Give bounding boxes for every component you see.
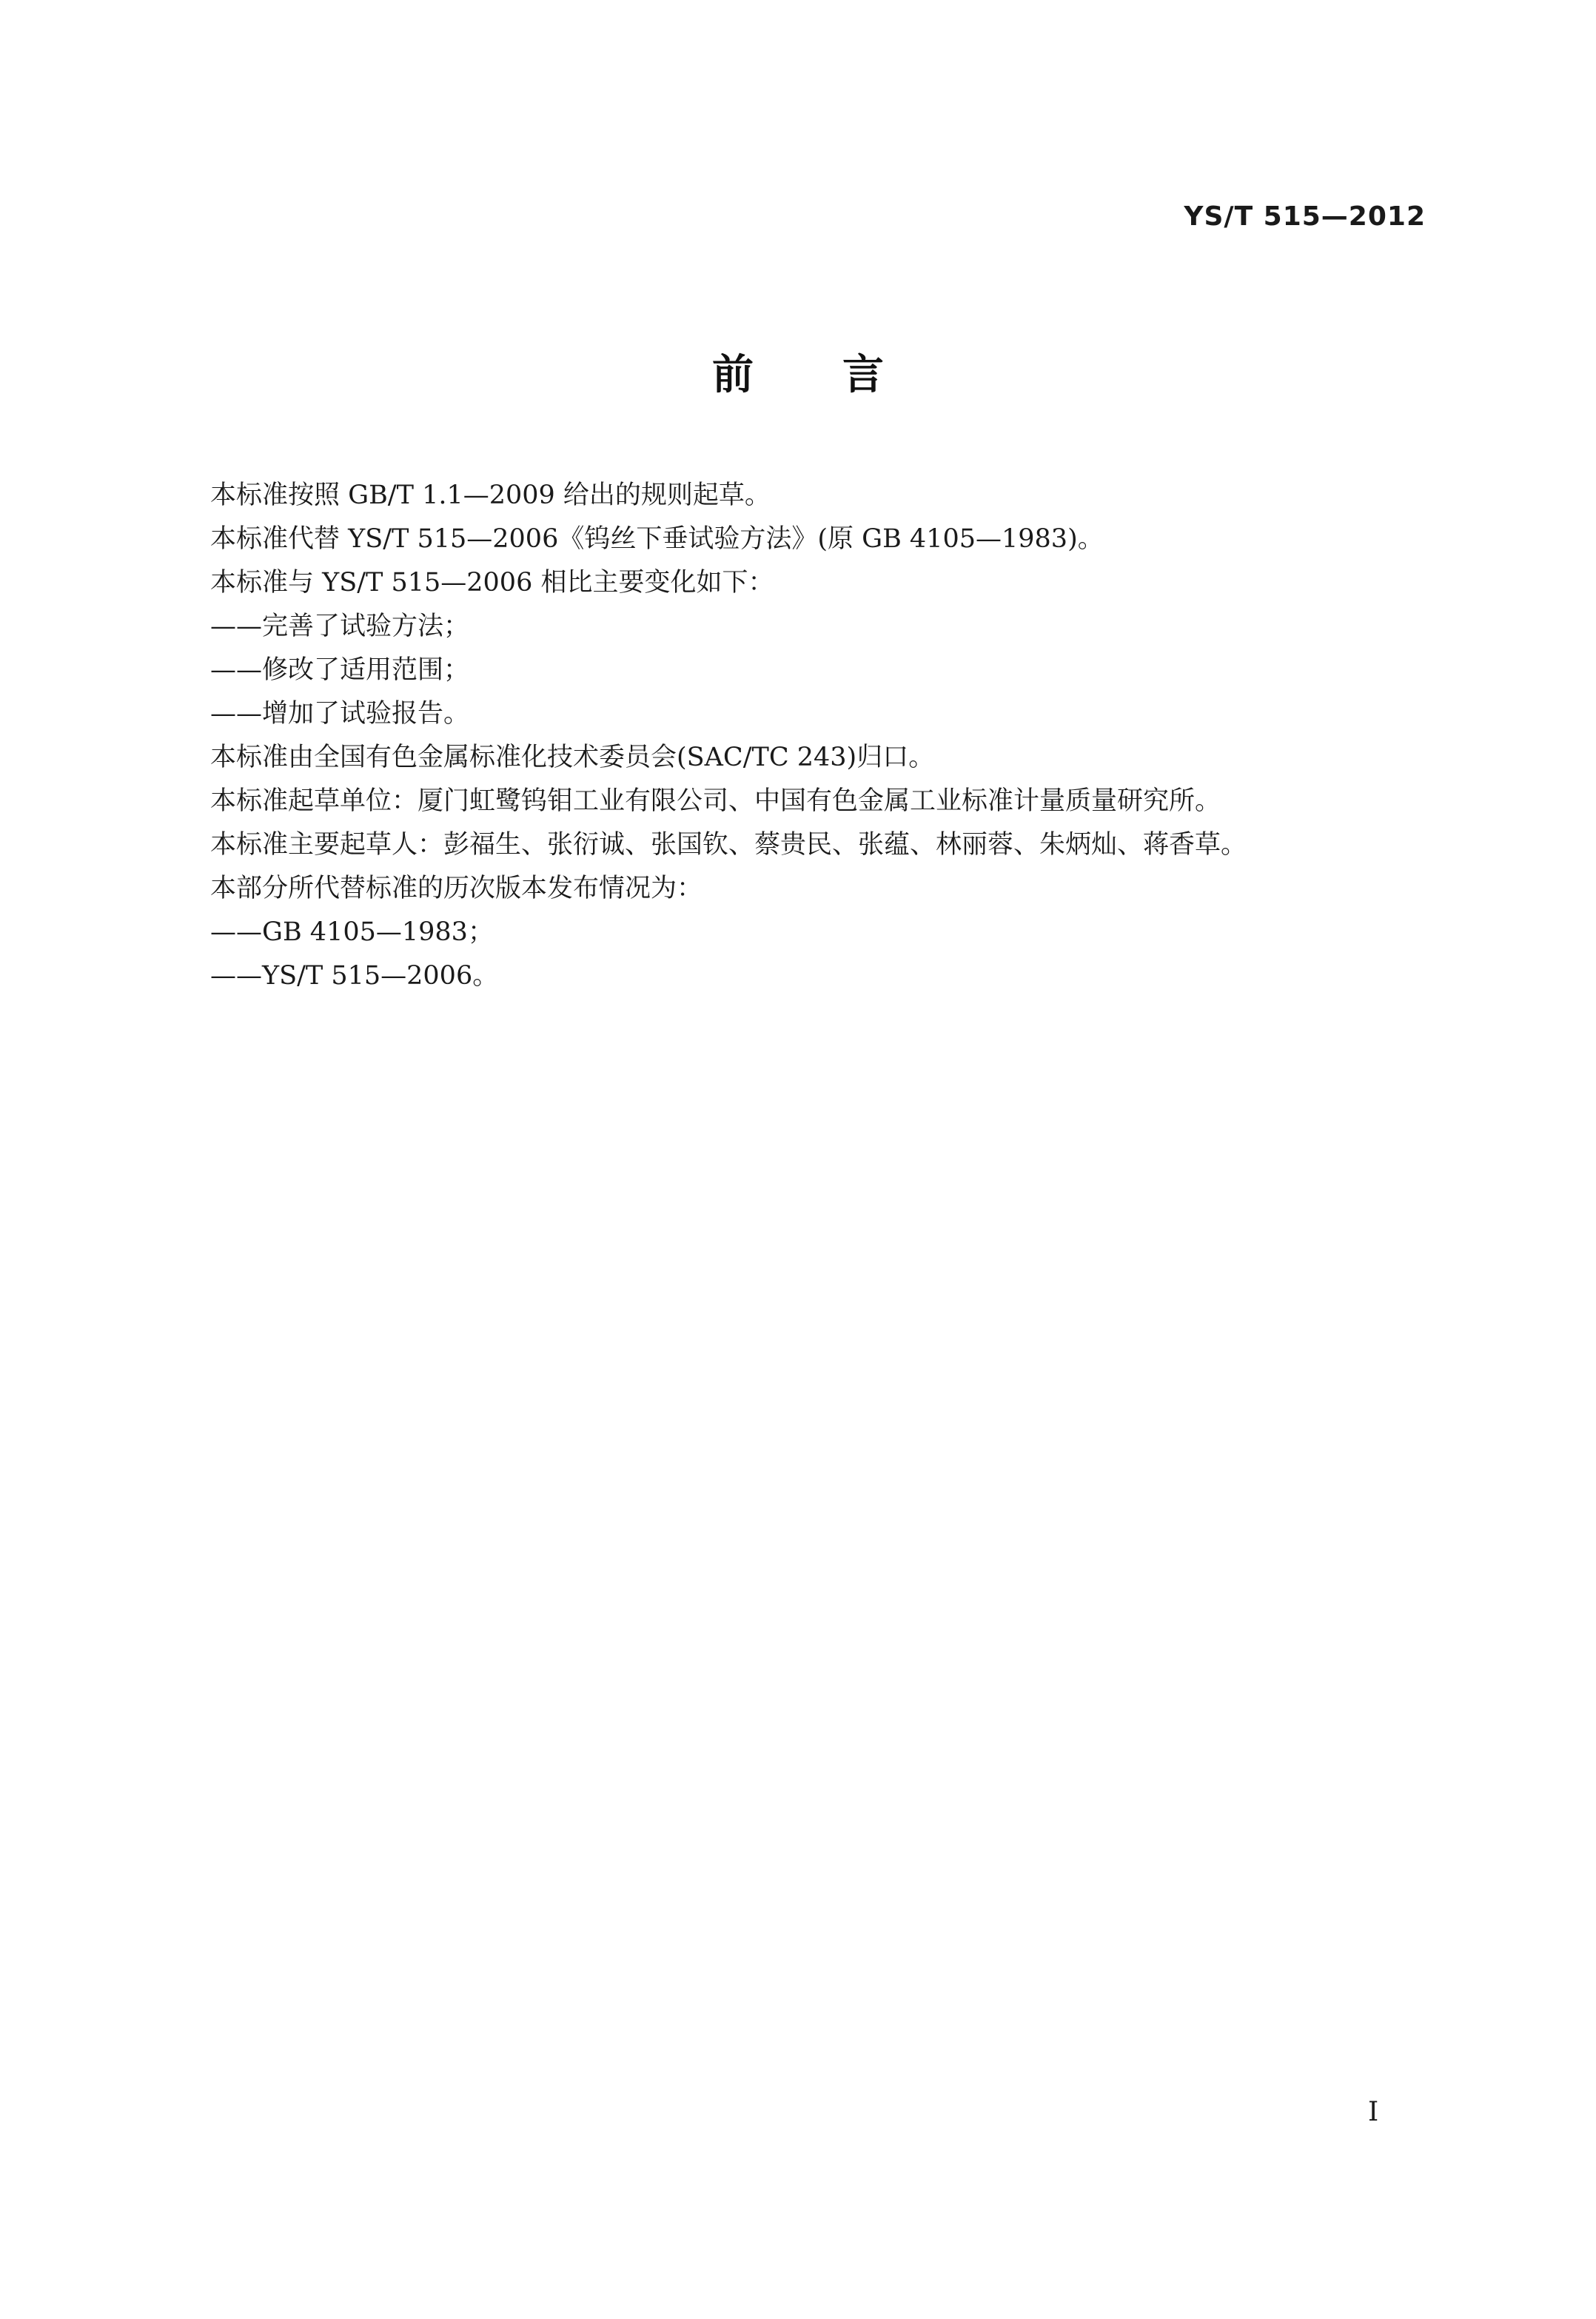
- paragraph-drafters: 本标准主要起草人：彭福生、张衍诚、张国钦、蔡贵民、张蕴、林丽蓉、朱炳灿、蒋香草。: [210, 830, 1247, 860]
- list-item-change: ——修改了适用范围；: [210, 655, 470, 685]
- foreword-body: [210, 474, 1432, 998]
- paragraph-drafting-units: 本标准起草单位：厦门虹鹭钨钼工业有限公司、中国有色金属工业标准计量质量研究所。: [210, 786, 1221, 816]
- list-item-version: ——GB 4105—1983；: [210, 917, 494, 947]
- list-item-version: ——YS/T 515—2006。: [210, 961, 499, 991]
- page-number: I: [1368, 2097, 1379, 2127]
- paragraph-changes-intro: 本标准与 YS/T 515—2006 相比主要变化如下：: [210, 568, 774, 598]
- list-item-change: ——增加了试验报告。: [210, 699, 470, 729]
- page-title: [0, 342, 1596, 401]
- standard-code: YS/T 515—2012: [1184, 201, 1426, 232]
- paragraph-version-history: 本部分所代替标准的历次版本发布情况为：: [210, 874, 703, 903]
- title-char-2: 言: [842, 351, 884, 399]
- paragraph-committee: 本标准由全国有色金属标准化技术委员会(SAC/TC 243)归口。: [210, 743, 935, 772]
- title-char-1: 前: [712, 351, 754, 399]
- paragraph-drafting-rules: 本标准按照 GB/T 1.1—2009 给出的规则起草。: [210, 481, 771, 510]
- paragraph-replaces: 本标准代替 YS/T 515—2006《钨丝下垂试验方法》(原 GB 4105—1983)。: [210, 524, 1104, 554]
- list-item-change: ——完善了试验方法；: [210, 612, 470, 641]
